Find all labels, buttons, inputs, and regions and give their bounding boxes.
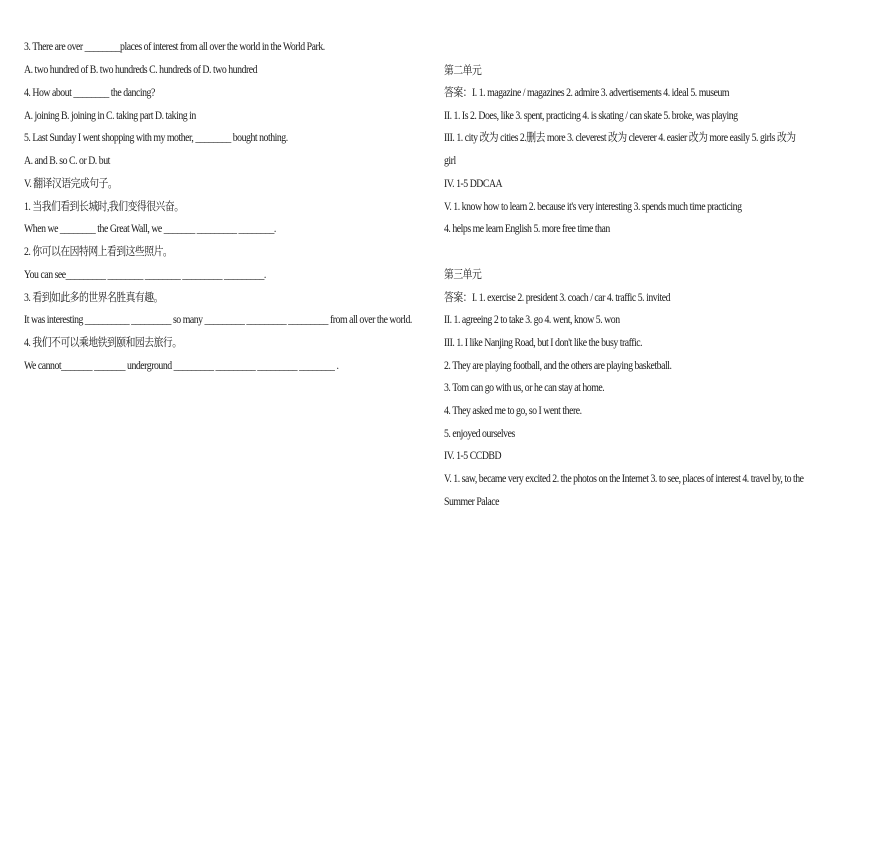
translate-2-english: You can see_________ ________ ________ _________ _________.: [24, 269, 266, 281]
unit-2-answers-iii: III. 1. city 改为 cities 2.删去 more 3. cleverest 改为 cleverer 4. easier 改为 more easily 5. girls 改为: [444, 132, 796, 144]
unit-2-heading: 第二单元: [444, 65, 482, 77]
unit-2-answers-iii-cont: girl: [444, 155, 456, 167]
question-4: 4. How about ________ the dancing?: [24, 87, 155, 99]
translate-3-english: It was interesting __________ _________ so many _________ _________ _________ from all over the world.: [24, 314, 412, 326]
unit-3-answers-v: V. 1. saw, became very excited 2. the photos on the Internet 3. to see, places of interest 4. travel by, to the: [444, 473, 804, 485]
unit-3-answers-iii-2: 2. They are playing football, and the others are playing basketball.: [444, 360, 672, 372]
unit-3-answers-iii-4: 4. They asked me to go, so I went there.: [444, 405, 582, 417]
translate-3-chinese: 3. 看到如此多的世界名胜真有趣。: [24, 292, 163, 304]
question-5-options: A. and B. so C. or D. but: [24, 155, 110, 167]
question-3: 3. There are over ________places of interest from all over the world in the World Park.: [24, 41, 325, 53]
unit-3-answers-iii-3: 3. Tom can go with us, or he can stay at home.: [444, 382, 605, 394]
translate-4-english: We cannot_______ _______ underground _________ _________ _________ ________ .: [24, 360, 339, 372]
translate-4-chinese: 4. 我们不可以乘地铁到颐和园去旅行。: [24, 337, 182, 349]
unit-3-answers-iii-5: 5. enjoyed ourselves: [444, 428, 515, 440]
unit-3-answers-ii: II. 1. agreeing 2 to take 3. go 4. went, know 5. won: [444, 314, 620, 326]
unit-3-answers-i: 答案：I. 1. exercise 2. president 3. coach / car 4. traffic 5. invited: [444, 292, 671, 304]
unit-3-heading: 第三单元: [444, 269, 482, 281]
unit-3-answers-v-cont: Summer Palace: [444, 496, 500, 508]
section-v-heading: V. 翻译汉语完成句子。: [24, 178, 118, 190]
unit-2-answers-iv: IV. 1-5 DDCAA: [444, 178, 503, 190]
question-3-options: A. two hundred of B. two hundreds C. hundreds of D. two hundred: [24, 64, 258, 76]
unit-3-answers-iv: IV. 1-5 CCDBD: [444, 450, 502, 462]
unit-2-answers-v-cont: 4. helps me learn English 5. more free time than: [444, 223, 610, 235]
unit-2-answers-ii: II. 1. Is 2. Does, like 3. spent, practicing 4. is skating / can skate 5. broke, was playing: [444, 110, 738, 122]
translate-2-chinese: 2. 你可以在因特网上看到这些照片。: [24, 246, 173, 258]
unit-2-answers-i: 答案：I. 1. magazine / magazines 2. admire 3. advertisements 4. ideal 5. museum: [444, 87, 730, 99]
unit-3-answers-iii-1: III. 1. I like Nanjing Road, but I don't like the busy traffic.: [444, 337, 643, 349]
unit-2-answers-v: V. 1. know how to learn 2. because it's very interesting 3. spends much time practicing: [444, 201, 742, 213]
translate-1-chinese: 1. 当我们看到长城时,我们变得很兴奋。: [24, 201, 184, 213]
translate-1-english: When we ________ the Great Wall, we _______ _________ ________.: [24, 223, 276, 235]
question-4-options: A. joining B. joining in C. taking part D. taking in: [24, 110, 196, 122]
question-5: 5. Last Sunday I went shopping with my mother, ________ bought nothing.: [24, 132, 288, 144]
